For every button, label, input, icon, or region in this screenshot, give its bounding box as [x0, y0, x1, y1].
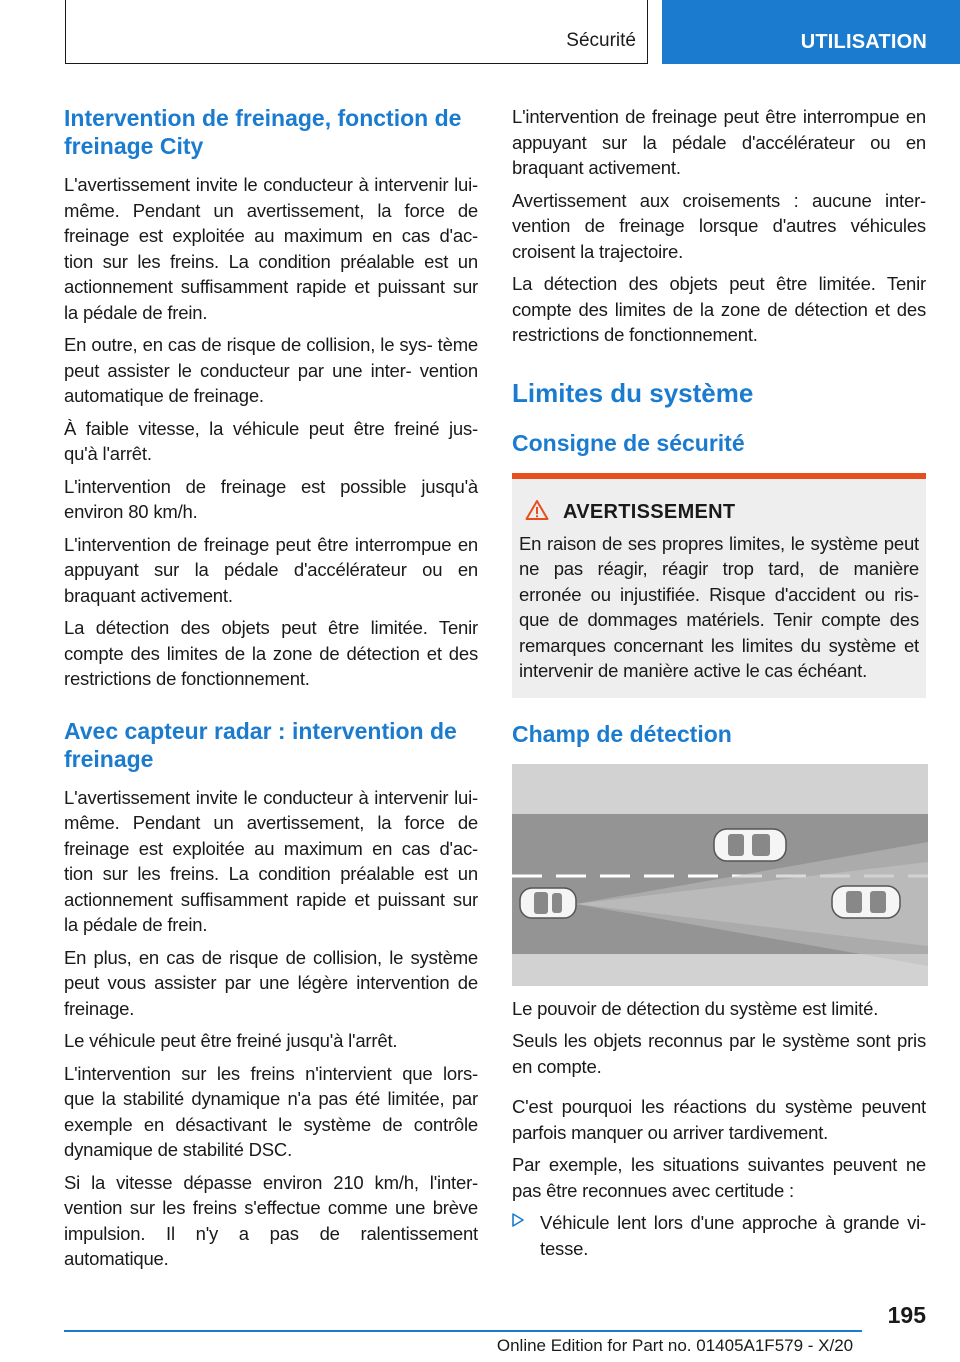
subsection-title-detection: Champ de détection	[512, 720, 732, 747]
header-section: Sécurité	[566, 30, 636, 51]
paragraph: L'intervention de freinage peut être interrompue en appuyant sur la pédale d'accélérateur ou en braquant activement.	[512, 106, 926, 178]
footer-edition: Online Edition for Part no. 01405A1F579 - X/20	[496, 1336, 854, 1355]
paragraph: Le pouvoir de détection du système est limité.	[512, 997, 879, 1019]
paragraph: Avertissement aux croisements : aucune inter- vention de freinage lorsque d'autres véhicules croisent la trajectoire.	[512, 189, 926, 262]
bullet-triangle-icon	[512, 1210, 540, 1232]
warning-box	[512, 473, 926, 698]
paragraph: Seuls les objets reconnus par le système sont pris en compte.	[512, 1030, 926, 1077]
paragraph: L'intervention sur les freins n'intervient que lors- que la stabilité dynamique n'a pas été limitée, par exemple en désactivant le système de contrôle dynamique de stabilité DSC.	[64, 1062, 478, 1160]
section-title-radar: Avec capteur radar : intervention de freinage	[64, 717, 457, 772]
paragraph: En plus, en cas de risque de collision, le système peut vous assister par une légère intervention de freinage.	[64, 946, 478, 1019]
paragraph: L'avertissement invite le conducteur à intervenir lui-même. Pendant un avertissement, la force de freinage est exploitée au maximum en cas d'ac- tion sur les freins. La condition préalable est un actionnement suffisamment rapide et puissant sur la pédale de frein.	[64, 174, 478, 323]
warning-title: AVERTISSEMENT	[563, 501, 736, 523]
left-column	[64, 104, 478, 1279]
footer-divider	[64, 1330, 862, 1332]
car-icon	[714, 829, 786, 861]
subsection-title-safety: Consigne de sécurité	[512, 429, 745, 456]
page-number: 195	[887, 1302, 926, 1328]
paragraph: Si la vitesse dépasse environ 210 km/h, l'inter- vention sur les freins s'effectue comme une brève impulsion. Il n'y a pas de ralentissement automatique.	[64, 1171, 478, 1269]
paragraph: L'intervention de freinage est possible jusqu'à environ 80 km/h.	[64, 475, 478, 522]
paragraph: En outre, en cas de risque de collision, le sys- tème peut assister le conducteur par une inter- vention automatique de freinage.	[64, 334, 478, 406]
right-column	[512, 104, 926, 1268]
section-title-limits: Limites du système	[512, 377, 754, 408]
paragraph: L'avertissement invite le conducteur à intervenir lui-même. Pendant un avertissement, la force de freinage est exploitée au maximum en cas d'ac- tion sur les freins. La condition préalable est un actionnement suffisamment rapide et puissant sur la pédale de frein.	[64, 786, 478, 935]
paragraph: La détection des objets peut être limitée. Tenir compte des limites de la zone de détection et des restrictions de fonctionnement.	[512, 273, 926, 345]
list-item	[512, 1210, 926, 1268]
section-title-city-braking: Intervention de freinage, fonction de freinage City	[64, 105, 462, 159]
paragraph: L'intervention de freinage peut être interrompue en appuyant sur la pédale d'accélérateur ou en braquant activement.	[64, 533, 478, 606]
list-item-text: Véhicule lent lors d'une approche à grande vi- tesse.	[540, 1212, 926, 1259]
car-icon	[520, 888, 576, 918]
paragraph: À faible vitesse, la véhicule peut être freiné jus- qu'à l'arrêt.	[64, 417, 478, 464]
paragraph: C'est pourquoi les réactions du système peuvent parfois manquer ou arriver tardivement.	[512, 1096, 926, 1143]
paragraph: Le véhicule peut être freiné jusqu'à l'arrêt.	[64, 1030, 398, 1051]
car-icon	[832, 886, 900, 918]
warning-triangle-icon	[525, 499, 549, 527]
paragraph: Par exemple, les situations suivantes peuvent ne pas être reconnues avec certitude :	[512, 1154, 926, 1201]
header-chapter-tab[interactable]: UTILISATION	[662, 0, 960, 64]
warning-header	[525, 499, 919, 527]
paragraph: La détection des objets peut être limitée. Tenir compte des limites de la zone de détection et des restrictions de fonctionnement.	[64, 617, 478, 689]
detection-range-illustration	[512, 764, 928, 986]
warning-text: En raison de ses propres limites, le système peut ne pas réagir, réagir trop tard, de manière erronée ou injustifiée. Risque d'accident ou ris- que de dommages matériels. Tenir compte des remarques concernant les limites du système et intervenir de manière active le cas échéant.	[519, 532, 919, 681]
